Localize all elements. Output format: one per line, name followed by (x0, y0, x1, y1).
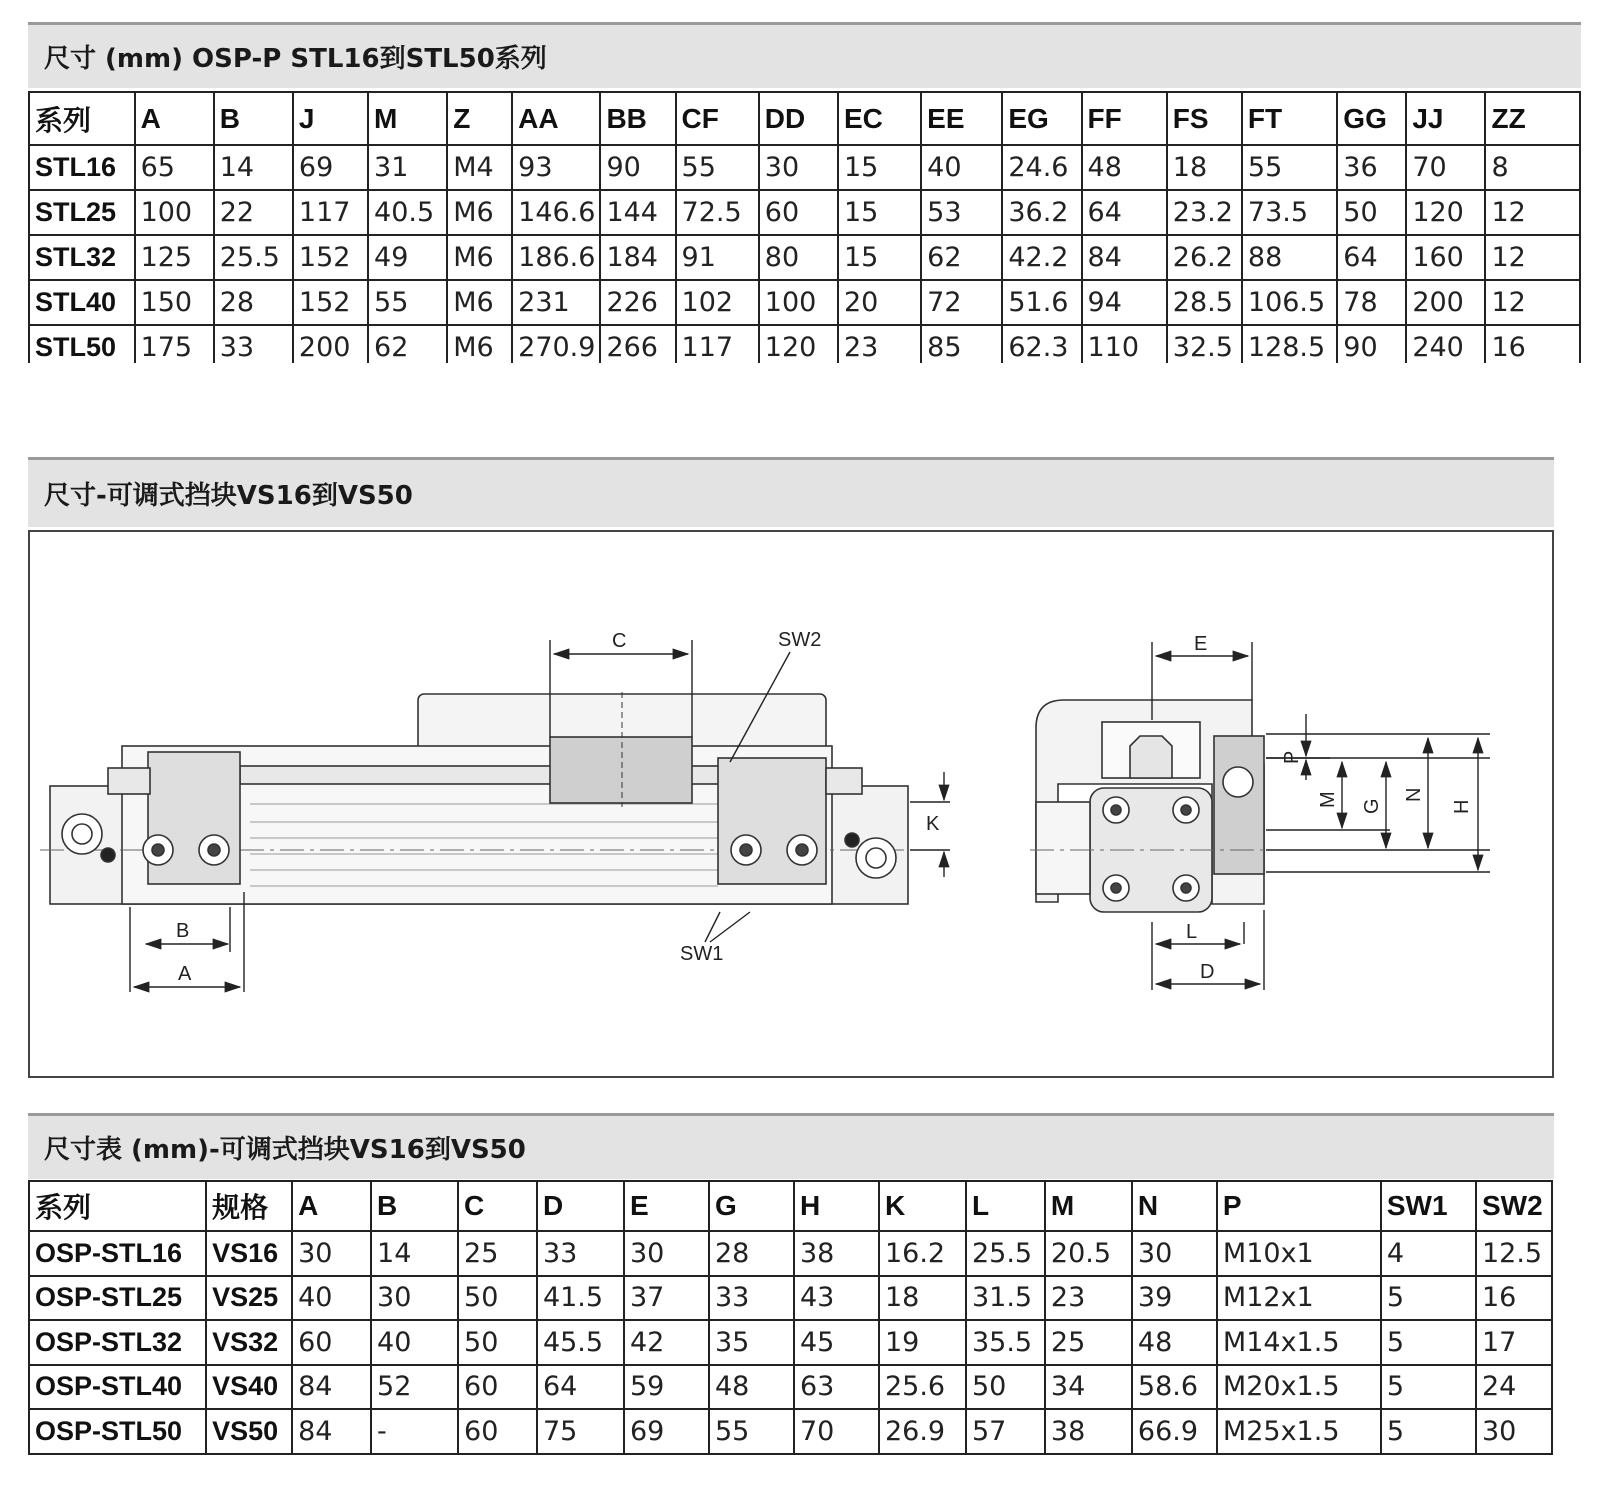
table-cell: 69 (293, 145, 368, 190)
section1-title: 尺寸 (mm) OSP-P STL16到STL50系列 (44, 44, 547, 74)
table-cell: - (371, 1409, 458, 1454)
table-cell: 60 (292, 1320, 371, 1365)
table-cell: 146.6 (512, 190, 600, 235)
table-cell: 93 (512, 145, 600, 190)
column-header: D (537, 1181, 624, 1231)
table-cell: 36 (1337, 145, 1406, 190)
table-cell: VS40 (206, 1365, 292, 1410)
table-cell: 12 (1485, 235, 1580, 280)
table-row (29, 1320, 1552, 1365)
table-cell: 152 (293, 280, 368, 325)
table-cell: 20.5 (1045, 1231, 1132, 1276)
table-cell: 35.5 (966, 1320, 1045, 1365)
table-cell: 23 (838, 325, 921, 363)
table-cell: 117 (676, 325, 759, 363)
table-cell: 35 (709, 1320, 794, 1365)
table-cell: 16 (1485, 325, 1580, 363)
table-cell: OSP-STL40 (29, 1365, 206, 1410)
table-cell: 33 (537, 1231, 624, 1276)
label-e: E (1194, 633, 1208, 655)
table-cell: 70 (794, 1409, 879, 1454)
table-cell: 58.6 (1132, 1365, 1217, 1410)
table-cell: M6 (447, 190, 512, 235)
table-cell: 17 (1476, 1320, 1552, 1365)
table-cell: 90 (600, 145, 675, 190)
table-cell: 84 (292, 1365, 371, 1410)
table-cell: 91 (676, 235, 759, 280)
table-cell: 26.2 (1167, 235, 1242, 280)
label-p: P (1281, 750, 1303, 764)
column-header: P (1217, 1181, 1381, 1231)
table-cell: 30 (624, 1231, 709, 1276)
table-cell: 34 (1045, 1365, 1132, 1410)
table-cell: M25x1.5 (1217, 1409, 1381, 1454)
table-cell: 88 (1242, 235, 1337, 280)
column-header: 系列 (29, 1181, 206, 1231)
column-header: FT (1242, 92, 1337, 145)
column-header: K (879, 1181, 966, 1231)
table-row (29, 1365, 1552, 1410)
table-cell: 50 (1337, 190, 1406, 235)
table-cell: 45 (794, 1320, 879, 1365)
table-cell: 30 (1476, 1409, 1552, 1454)
table-cell: 4 (1381, 1231, 1476, 1276)
table-cell: 28.5 (1167, 280, 1242, 325)
table-cell: 106.5 (1242, 280, 1337, 325)
table-cell: VS50 (206, 1409, 292, 1454)
table-cell: 25 (1045, 1320, 1132, 1365)
table-cell: 50 (458, 1276, 537, 1321)
column-header: JJ (1406, 92, 1485, 145)
label-m: M (1317, 791, 1339, 808)
section2-title-bar (28, 457, 1554, 527)
table-cell: OSP-STL50 (29, 1409, 206, 1454)
column-header: A (135, 92, 214, 145)
table-cell: 60 (458, 1409, 537, 1454)
table-cell: 100 (135, 190, 214, 235)
table-cell: 40 (371, 1320, 458, 1365)
table-cell: 50 (966, 1365, 1045, 1410)
table-cell: 65 (135, 145, 214, 190)
table-cell: 100 (759, 280, 838, 325)
table-cell: 55 (709, 1409, 794, 1454)
column-header: A (292, 1181, 371, 1231)
table-cell: 240 (1406, 325, 1485, 363)
column-header: M (1045, 1181, 1132, 1231)
table-cell: 266 (600, 325, 675, 363)
column-header: E (624, 1181, 709, 1231)
table-cell: 62 (368, 325, 447, 363)
table-row (29, 235, 1580, 280)
label-k: K (926, 813, 940, 835)
table-cell: 18 (879, 1276, 966, 1321)
table-cell: 37 (624, 1276, 709, 1321)
table-cell: 39 (1132, 1276, 1217, 1321)
table-cell: 30 (759, 145, 838, 190)
table-cell: 22 (214, 190, 293, 235)
table-cell: 31 (368, 145, 447, 190)
table-cell: 231 (512, 280, 600, 325)
table-cell: 14 (214, 145, 293, 190)
table-cell: 12 (1485, 190, 1580, 235)
table-cell: 15 (838, 190, 921, 235)
table-cell: 75 (537, 1409, 624, 1454)
table-cell: 14 (371, 1231, 458, 1276)
table-cell: 70 (1406, 145, 1485, 190)
table-cell: 66.9 (1132, 1409, 1217, 1454)
table-cell: 20 (838, 280, 921, 325)
label-sw2: SW2 (778, 629, 822, 651)
table-cell: 18 (1167, 145, 1242, 190)
table-cell: 200 (293, 325, 368, 363)
column-header: 系列 (29, 92, 135, 145)
table-row (29, 280, 1580, 325)
table-cell: 8 (1485, 145, 1580, 190)
technical-drawing (28, 530, 1554, 1078)
table-cell: M6 (447, 280, 512, 325)
table-cell: 55 (1242, 145, 1337, 190)
table-cell: 85 (921, 325, 1002, 363)
table-cell: 42.2 (1002, 235, 1081, 280)
table-cell: 52 (371, 1365, 458, 1410)
table-cell: STL32 (29, 235, 135, 280)
table-cell: 38 (794, 1231, 879, 1276)
table-cell: 63 (794, 1365, 879, 1410)
table-cell: 26.9 (879, 1409, 966, 1454)
column-header: J (293, 92, 368, 145)
table-cell: M6 (447, 325, 512, 363)
table-header-row (29, 1181, 1552, 1231)
column-header: EC (838, 92, 921, 145)
table-cell: 31.5 (966, 1276, 1045, 1321)
table-cell: 144 (600, 190, 675, 235)
table-cell: VS25 (206, 1276, 292, 1321)
section3-title: 尺寸表 (mm)-可调式挡块VS16到VS50 (44, 1135, 526, 1165)
table-cell: 25 (458, 1231, 537, 1276)
table-cell: M12x1 (1217, 1276, 1381, 1321)
table-cell: 55 (676, 145, 759, 190)
table-cell: 41.5 (537, 1276, 624, 1321)
table-cell: M4 (447, 145, 512, 190)
column-header: M (368, 92, 447, 145)
column-header: FS (1167, 92, 1242, 145)
table-cell: 152 (293, 235, 368, 280)
column-header: SW2 (1476, 1181, 1552, 1231)
label-h: H (1451, 799, 1473, 814)
table-cell: 24 (1476, 1365, 1552, 1410)
table-cell: 19 (879, 1320, 966, 1365)
table-cell: 32.5 (1167, 325, 1242, 363)
table-cell: 120 (1406, 190, 1485, 235)
table-cell: 48 (1082, 145, 1167, 190)
table-cell: 84 (1082, 235, 1167, 280)
table-cell: 36.2 (1002, 190, 1081, 235)
column-header: GG (1337, 92, 1406, 145)
table-cell: 72.5 (676, 190, 759, 235)
label-a: A (178, 963, 192, 985)
table-cell: 51.6 (1002, 280, 1081, 325)
table-cell: 28 (709, 1231, 794, 1276)
table-cell: 184 (600, 235, 675, 280)
table-cell: 33 (709, 1276, 794, 1321)
table-row (29, 1409, 1552, 1454)
table-cell: 117 (293, 190, 368, 235)
table-cell: 55 (368, 280, 447, 325)
table-cell: 186.6 (512, 235, 600, 280)
table-cell: 84 (292, 1409, 371, 1454)
table-cell: 40.5 (368, 190, 447, 235)
table-cell: 64 (1337, 235, 1406, 280)
table-cell: 28 (214, 280, 293, 325)
table-cell: 48 (709, 1365, 794, 1410)
table-cell: VS16 (206, 1231, 292, 1276)
table-row (29, 145, 1580, 190)
column-header: EE (921, 92, 1002, 145)
section2-title: 尺寸-可调式挡块VS16到VS50 (44, 481, 413, 511)
table-cell: 73.5 (1242, 190, 1337, 235)
table-cell: 24.6 (1002, 145, 1081, 190)
table-cell: 23 (1045, 1276, 1132, 1321)
column-header: N (1132, 1181, 1217, 1231)
table-cell: 5 (1381, 1276, 1476, 1321)
table-header-row (29, 92, 1580, 145)
table-cell: 15 (838, 235, 921, 280)
table-row (29, 190, 1580, 235)
table-cell: 160 (1406, 235, 1485, 280)
table-cell: 23.2 (1167, 190, 1242, 235)
table-cell: M10x1 (1217, 1231, 1381, 1276)
section1-table-clip (0, 0, 1600, 363)
table-cell: 175 (135, 325, 214, 363)
table-cell: 45.5 (537, 1320, 624, 1365)
table-cell: 80 (759, 235, 838, 280)
dimension-table-stl (28, 91, 1581, 363)
table-cell: 50 (458, 1320, 537, 1365)
table-cell: 62.3 (1002, 325, 1081, 363)
table-cell: 110 (1082, 325, 1167, 363)
column-header: Z (447, 92, 512, 145)
table-row (29, 1231, 1552, 1276)
table-cell: 69 (624, 1409, 709, 1454)
table-cell: 25.6 (879, 1365, 966, 1410)
table-cell: 38 (1045, 1409, 1132, 1454)
table-cell: 30 (1132, 1231, 1217, 1276)
table-cell: 226 (600, 280, 675, 325)
table-cell: 12 (1485, 280, 1580, 325)
column-header: L (966, 1181, 1045, 1231)
table-cell: OSP-STL16 (29, 1231, 206, 1276)
table-cell: 15 (838, 145, 921, 190)
column-header: EG (1002, 92, 1081, 145)
label-d: D (1200, 961, 1215, 983)
table-cell: 16.2 (879, 1231, 966, 1276)
table-cell: 60 (759, 190, 838, 235)
table-cell: 12.5 (1476, 1231, 1552, 1276)
column-header: CF (676, 92, 759, 145)
table-cell: 48 (1132, 1320, 1217, 1365)
table-cell: 57 (966, 1409, 1045, 1454)
table-cell: 128.5 (1242, 325, 1337, 363)
table-cell: OSP-STL25 (29, 1276, 206, 1321)
table-cell: 102 (676, 280, 759, 325)
table-cell: 40 (292, 1276, 371, 1321)
table-cell: 25.5 (214, 235, 293, 280)
table-cell: M14x1.5 (1217, 1320, 1381, 1365)
column-header: H (794, 1181, 879, 1231)
column-header: FF (1082, 92, 1167, 145)
table-cell: 270.9 (512, 325, 600, 363)
table-cell: STL25 (29, 190, 135, 235)
table-cell: STL50 (29, 325, 135, 363)
table-cell: OSP-STL32 (29, 1320, 206, 1365)
table-cell: 5 (1381, 1320, 1476, 1365)
column-header: B (371, 1181, 458, 1231)
table-cell: 78 (1337, 280, 1406, 325)
side-view (40, 692, 920, 904)
table-row (29, 325, 1580, 363)
table-cell: 120 (759, 325, 838, 363)
label-l: L (1186, 921, 1198, 943)
column-header: B (214, 92, 293, 145)
table-cell: 5 (1381, 1365, 1476, 1410)
table-cell: 53 (921, 190, 1002, 235)
table-cell: 43 (794, 1276, 879, 1321)
table-cell: 42 (624, 1320, 709, 1365)
column-header: ZZ (1485, 92, 1580, 145)
column-header: SW1 (1381, 1181, 1476, 1231)
table-cell: 30 (292, 1231, 371, 1276)
label-g: G (1361, 798, 1383, 814)
end-view (1030, 700, 1280, 912)
label-sw1: SW1 (680, 943, 724, 965)
column-header: C (458, 1181, 537, 1231)
table-cell: 30 (371, 1276, 458, 1321)
column-header: 规格 (206, 1181, 292, 1231)
table-cell: 62 (921, 235, 1002, 280)
table-cell: 72 (921, 280, 1002, 325)
column-header: G (709, 1181, 794, 1231)
table-cell: M6 (447, 235, 512, 280)
table-cell: VS32 (206, 1320, 292, 1365)
table-cell: 64 (1082, 190, 1167, 235)
table-cell: 60 (458, 1365, 537, 1410)
table-cell: 40 (921, 145, 1002, 190)
table-cell: 59 (624, 1365, 709, 1410)
drawing-svg (30, 532, 1552, 1076)
table-cell: M20x1.5 (1217, 1365, 1381, 1410)
table-cell: 200 (1406, 280, 1485, 325)
table-cell: 25.5 (966, 1231, 1045, 1276)
label-b: B (176, 920, 190, 942)
table-cell: 16 (1476, 1276, 1552, 1321)
label-c: C (612, 630, 627, 652)
column-header: DD (759, 92, 838, 145)
table-cell: 5 (1381, 1409, 1476, 1454)
table-cell: 150 (135, 280, 214, 325)
table-cell: 90 (1337, 325, 1406, 363)
table-cell: 33 (214, 325, 293, 363)
table-cell: 125 (135, 235, 214, 280)
section3-title-bar (28, 1113, 1554, 1179)
dimension-table-vs (28, 1180, 1553, 1455)
table-cell: 94 (1082, 280, 1167, 325)
table-cell: 64 (537, 1365, 624, 1410)
table-cell: 49 (368, 235, 447, 280)
table-cell: STL40 (29, 280, 135, 325)
column-header: BB (600, 92, 675, 145)
table-cell: STL16 (29, 145, 135, 190)
label-n: N (1403, 787, 1425, 802)
table-row (29, 1276, 1552, 1321)
column-header: AA (512, 92, 600, 145)
